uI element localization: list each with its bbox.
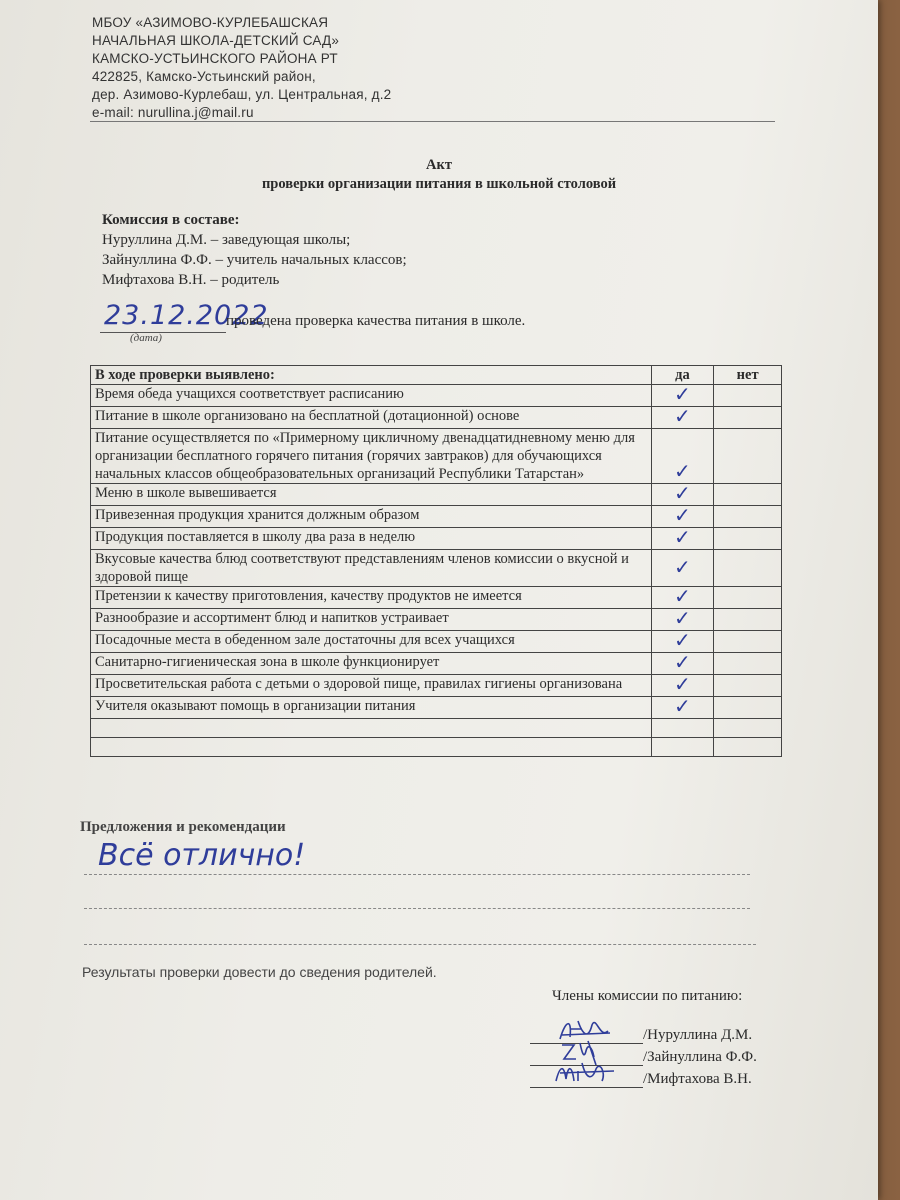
doc-title: Акт [426,157,452,173]
no-cell [714,429,782,484]
inspection-table [90,365,782,757]
no-cell [714,550,782,587]
no-cell [714,697,782,719]
commission-member: Зайнуллина Ф.Ф. – учитель начальных классов; [102,252,407,268]
finding-text: Питание осуществляется по «Примерному цикличному двенадцатидневному меню для организации бесплатного горячего питания (горячих завтраков) для обучающихся начальных классов общеобразовательных организаций Республики Татарстан» [91,429,652,484]
column-header-yes: да [651,366,714,385]
header-line: КАМСКО-УСТЬИНСКОГО РАЙОНА РТ [92,51,338,66]
finding-text [91,738,652,757]
table-row [91,407,782,429]
no-cell [714,528,782,550]
column-header-no: нет [714,366,782,385]
handwritten-date: 23.12.2022 [104,300,269,331]
finding-text: Претензии к качеству приготовления, качеству продуктов не имеется [91,587,652,609]
check-mark-icon: ✓ [674,628,691,652]
commission-member: Мифтахова В.Н. – родитель [102,272,280,288]
finding-text: Разнообразие и ассортимент блюд и напитков устраивает [91,609,652,631]
date-statement: проведена проверка качества питания в школе. [226,313,526,329]
finding-text: Питание в школе организовано на бесплатной (дотационной) основе [91,407,652,429]
no-cell [714,738,782,757]
no-cell [714,407,782,429]
yes-cell [651,719,714,738]
no-cell [714,506,782,528]
check-mark-icon: ✓ [674,554,691,579]
signature-row [530,1069,752,1088]
finding-text: Санитарно-гигиеническая зона в школе функционирует [91,653,652,675]
no-cell [714,653,782,675]
header-divider [90,121,775,122]
header-line: 422825, Камско-Устьинский район, [92,69,316,84]
handwritten-recommendation: Всё отлично! [98,838,306,873]
signature-name: /Зайнуллина Ф.Ф. [643,1049,757,1065]
finding-text: Меню в школе вывешивается [91,484,652,506]
commission-heading: Комиссия в составе: [102,212,240,228]
header-line: МБОУ «АЗИМОВО-КУРЛЕБАШСКАЯ [92,15,329,30]
yes-cell [651,738,714,757]
table-row [91,550,782,587]
date-underline [100,332,226,333]
recommendation-line [84,908,750,910]
check-mark-icon: ✓ [674,459,691,483]
column-header-findings: В ходе проверки выявлено: [91,366,652,385]
school-header [92,14,391,122]
finding-text: Продукция поставляется в школу два раза в неделю [91,528,652,550]
table-row [91,429,782,484]
recommendations-heading: Предложения и рекомендации [80,819,286,835]
finding-text: Вкусовые качества блюд соответствуют представлениям членов комиссии о вкусной и здоровой пище [91,550,652,587]
table-row-empty [91,719,782,738]
check-mark-icon: ✓ [674,606,691,630]
finding-text: Привезенная продукция хранится должным образом [91,506,652,528]
table-row-empty [91,738,782,757]
table-row [91,528,782,550]
signature-line [530,1069,643,1088]
no-cell [714,587,782,609]
no-cell [714,609,782,631]
header-email: e-mail: nurullina.j@mail.ru [92,105,254,120]
check-mark-icon: ✓ [674,584,691,608]
no-cell [714,719,782,738]
header-line: дер. Азимово-Курлебаш, ул. Центральная, д.2 [92,87,392,102]
recommendation-line [84,874,750,876]
doc-subtitle: проверки организации питания в школьной столовой [261,176,617,192]
members-label: Члены комиссии по питанию: [552,988,743,1004]
check-mark-icon: ✓ [674,481,691,505]
check-mark-icon: ✓ [674,672,691,696]
table-row [91,697,782,719]
signature-name: /Мифтахова В.Н. [643,1071,752,1087]
check-mark-icon: ✓ [674,525,691,549]
signature-scribble [552,1059,622,1089]
check-mark-icon: ✓ [674,694,691,718]
result-statement: Результаты проверки довести до сведения родителей. [82,964,437,980]
commission-block [102,210,407,290]
check-mark-icon: ✓ [674,503,691,527]
check-mark-icon: ✓ [674,382,691,406]
header-line: НАЧАЛЬНАЯ ШКОЛА-ДЕТСКИЙ САД» [92,33,340,48]
finding-text: Просветительская работа с детьми о здоровой пище, правилах гигиены организована [91,675,652,697]
finding-text: Посадочные места в обеденном зале достаточны для всех учащихся [91,631,652,653]
no-cell [714,675,782,697]
check-mark-icon: ✓ [674,650,691,674]
finding-text: Время обеда учащихся соответствует расписанию [91,385,652,407]
no-cell [714,631,782,653]
no-cell [714,385,782,407]
signature-name: /Нуруллина Д.М. [643,1027,753,1043]
check-mark-icon: ✓ [674,404,691,428]
commission-member: Нуруллина Д.М. – заведующая школы; [102,232,351,248]
no-cell [714,484,782,506]
date-caption: (дата) [130,332,162,344]
finding-text: Учителя оказывают помощь в организации питания [91,697,652,719]
finding-text [91,719,652,738]
recommendation-line [84,944,756,946]
